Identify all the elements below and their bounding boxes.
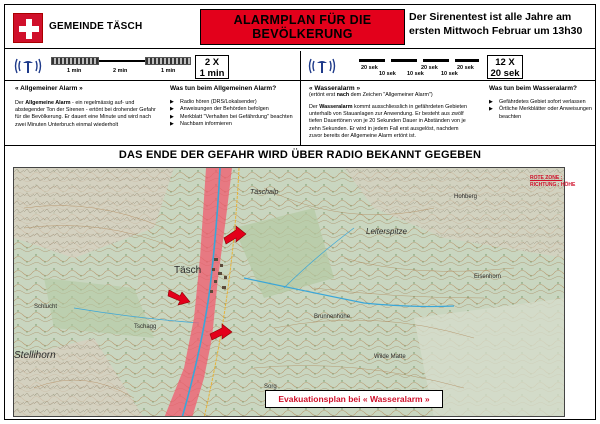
end-of-danger-banner: DAS ENDE DER GEFAHR WIRD ÜBER RADIO BEKANNT GEGEBEN [118,149,482,161]
map-label: Schlucht [34,304,58,310]
map-label: Tschagg [134,324,157,330]
segment-label: 10 sek [441,71,458,77]
general-actions-heading: Was tun beim Allgemeinen Alarm? [170,85,277,92]
tone-segment [145,57,191,65]
tone-segment [455,59,479,62]
list-item: ▶ Nachbarn informieren [170,121,298,128]
header [5,5,595,49]
map-label: Leiterspitze [366,227,407,236]
legend-title: ROTE ZONE : [530,175,563,181]
general-alarm-description: Der Allgemeine Alarm - ein regelmässig auf- und abstegender Ton der Sirenen - ertönt bei drohender Gefahr für die Bevölkerung. Er dauert eine Minute und wird nach zwei Minuten Unterbruch einmal wiederholt [15,100,156,128]
segment-label: 20 sek [361,65,378,71]
map-legend [530,175,575,189]
siren-icon [307,55,337,77]
siren-test-notice: Der Sirenentest ist alle Jahre am ersten Mittwoch Februar um 13h30 [409,11,583,37]
segment-label: 20 sek [457,65,474,71]
list-item: ▶ Radio hören (DRS/Lokalsender) [170,99,298,106]
water-alarm-heading: « Wasseralarm » [309,85,361,92]
segment-label: 2 min [113,68,128,74]
segment-label: 1 min [161,68,176,74]
map-label: Stellihorn [14,350,56,361]
duration-time: 20 sek [490,68,520,79]
water-alarm-subheading: (ertönt erst nach dem Zeichen "Allgemeiner Alarm") [309,92,433,98]
map-label: Täschalp [250,189,279,196]
map-label: Sorg [264,384,277,390]
siren-icon [13,55,43,77]
general-alarm-heading: « Allgemeiner Alarm » [15,85,83,92]
evacuation-plan-label: Evakuationsplan bei « Wasseralarm » [265,390,443,408]
general-alarm-signal [5,53,300,79]
general-alarm-pattern [51,57,191,73]
duration-count: 2 X [204,57,220,68]
swiss-cross-icon [13,13,43,43]
general-actions-list [170,99,298,129]
water-actions-list [489,99,593,121]
segment-label: 10 sek [379,71,396,77]
water-alarm-signal [301,53,595,79]
water-alarm-description: Der Wasseralarm kommt ausschliesslich in gefährdeten Gebieten unterhalb von Stauanlagen zur Anwendung. Er besteht aus zwölf tiefen Dauertönen von je 20 Sekunden Dauer in Abständen von je zehn Sekunden. Er wird in jedem Fall erst ausgelöst, nachdem zuvor bereits der Allgemeine Alarm ertönt ist. [309,104,468,139]
map-label: Eisenhorn [474,274,502,280]
alarm-plan-title: ALARMPLAN FÜR DIE BEVÖLKERUNG [200,9,405,45]
list-item: ▶ Anweisungen der Behörden befolgen [170,106,298,113]
water-alarm-duration [487,55,523,79]
legend-text: RICHTUNG : HÖHE [530,182,576,188]
map-label: Täsch [174,265,202,276]
general-alarm-duration [195,55,229,79]
segment-label: 20 sek [421,65,438,71]
segment-label: 1 min [67,68,82,74]
tone-segment [423,59,449,62]
water-alarm-pattern [359,57,479,77]
duration-count: 12 X [495,57,515,68]
map-label: Hohberg [454,194,478,200]
list-item: ▶ Gefährdetes Gebiet sofort verlassen [489,99,593,106]
municipality-name: GEMEINDE TÄSCH [49,21,143,32]
tone-segment [359,59,385,62]
pause-segment [99,60,145,62]
divider [300,51,301,145]
list-item: ▶ Örtliche Merkblätter oder Anweisungen beachten [489,106,593,121]
map-label: Wilde Matte [374,354,406,360]
evacuation-map [13,167,565,417]
alarm-plan-page [4,4,596,420]
tone-segment [391,59,417,62]
map-label: Brunnenhöhe [314,314,351,320]
tone-segment [51,57,99,65]
segment-label: 10 sek [407,71,424,77]
list-item: ▶ Merkblatt "Verhalten bei Gefährdung" beachten [170,114,298,121]
topographic-map [14,168,565,417]
duration-time: 1 min [199,68,225,79]
water-actions-heading: Was tun beim Wasseralarm? [489,85,578,92]
